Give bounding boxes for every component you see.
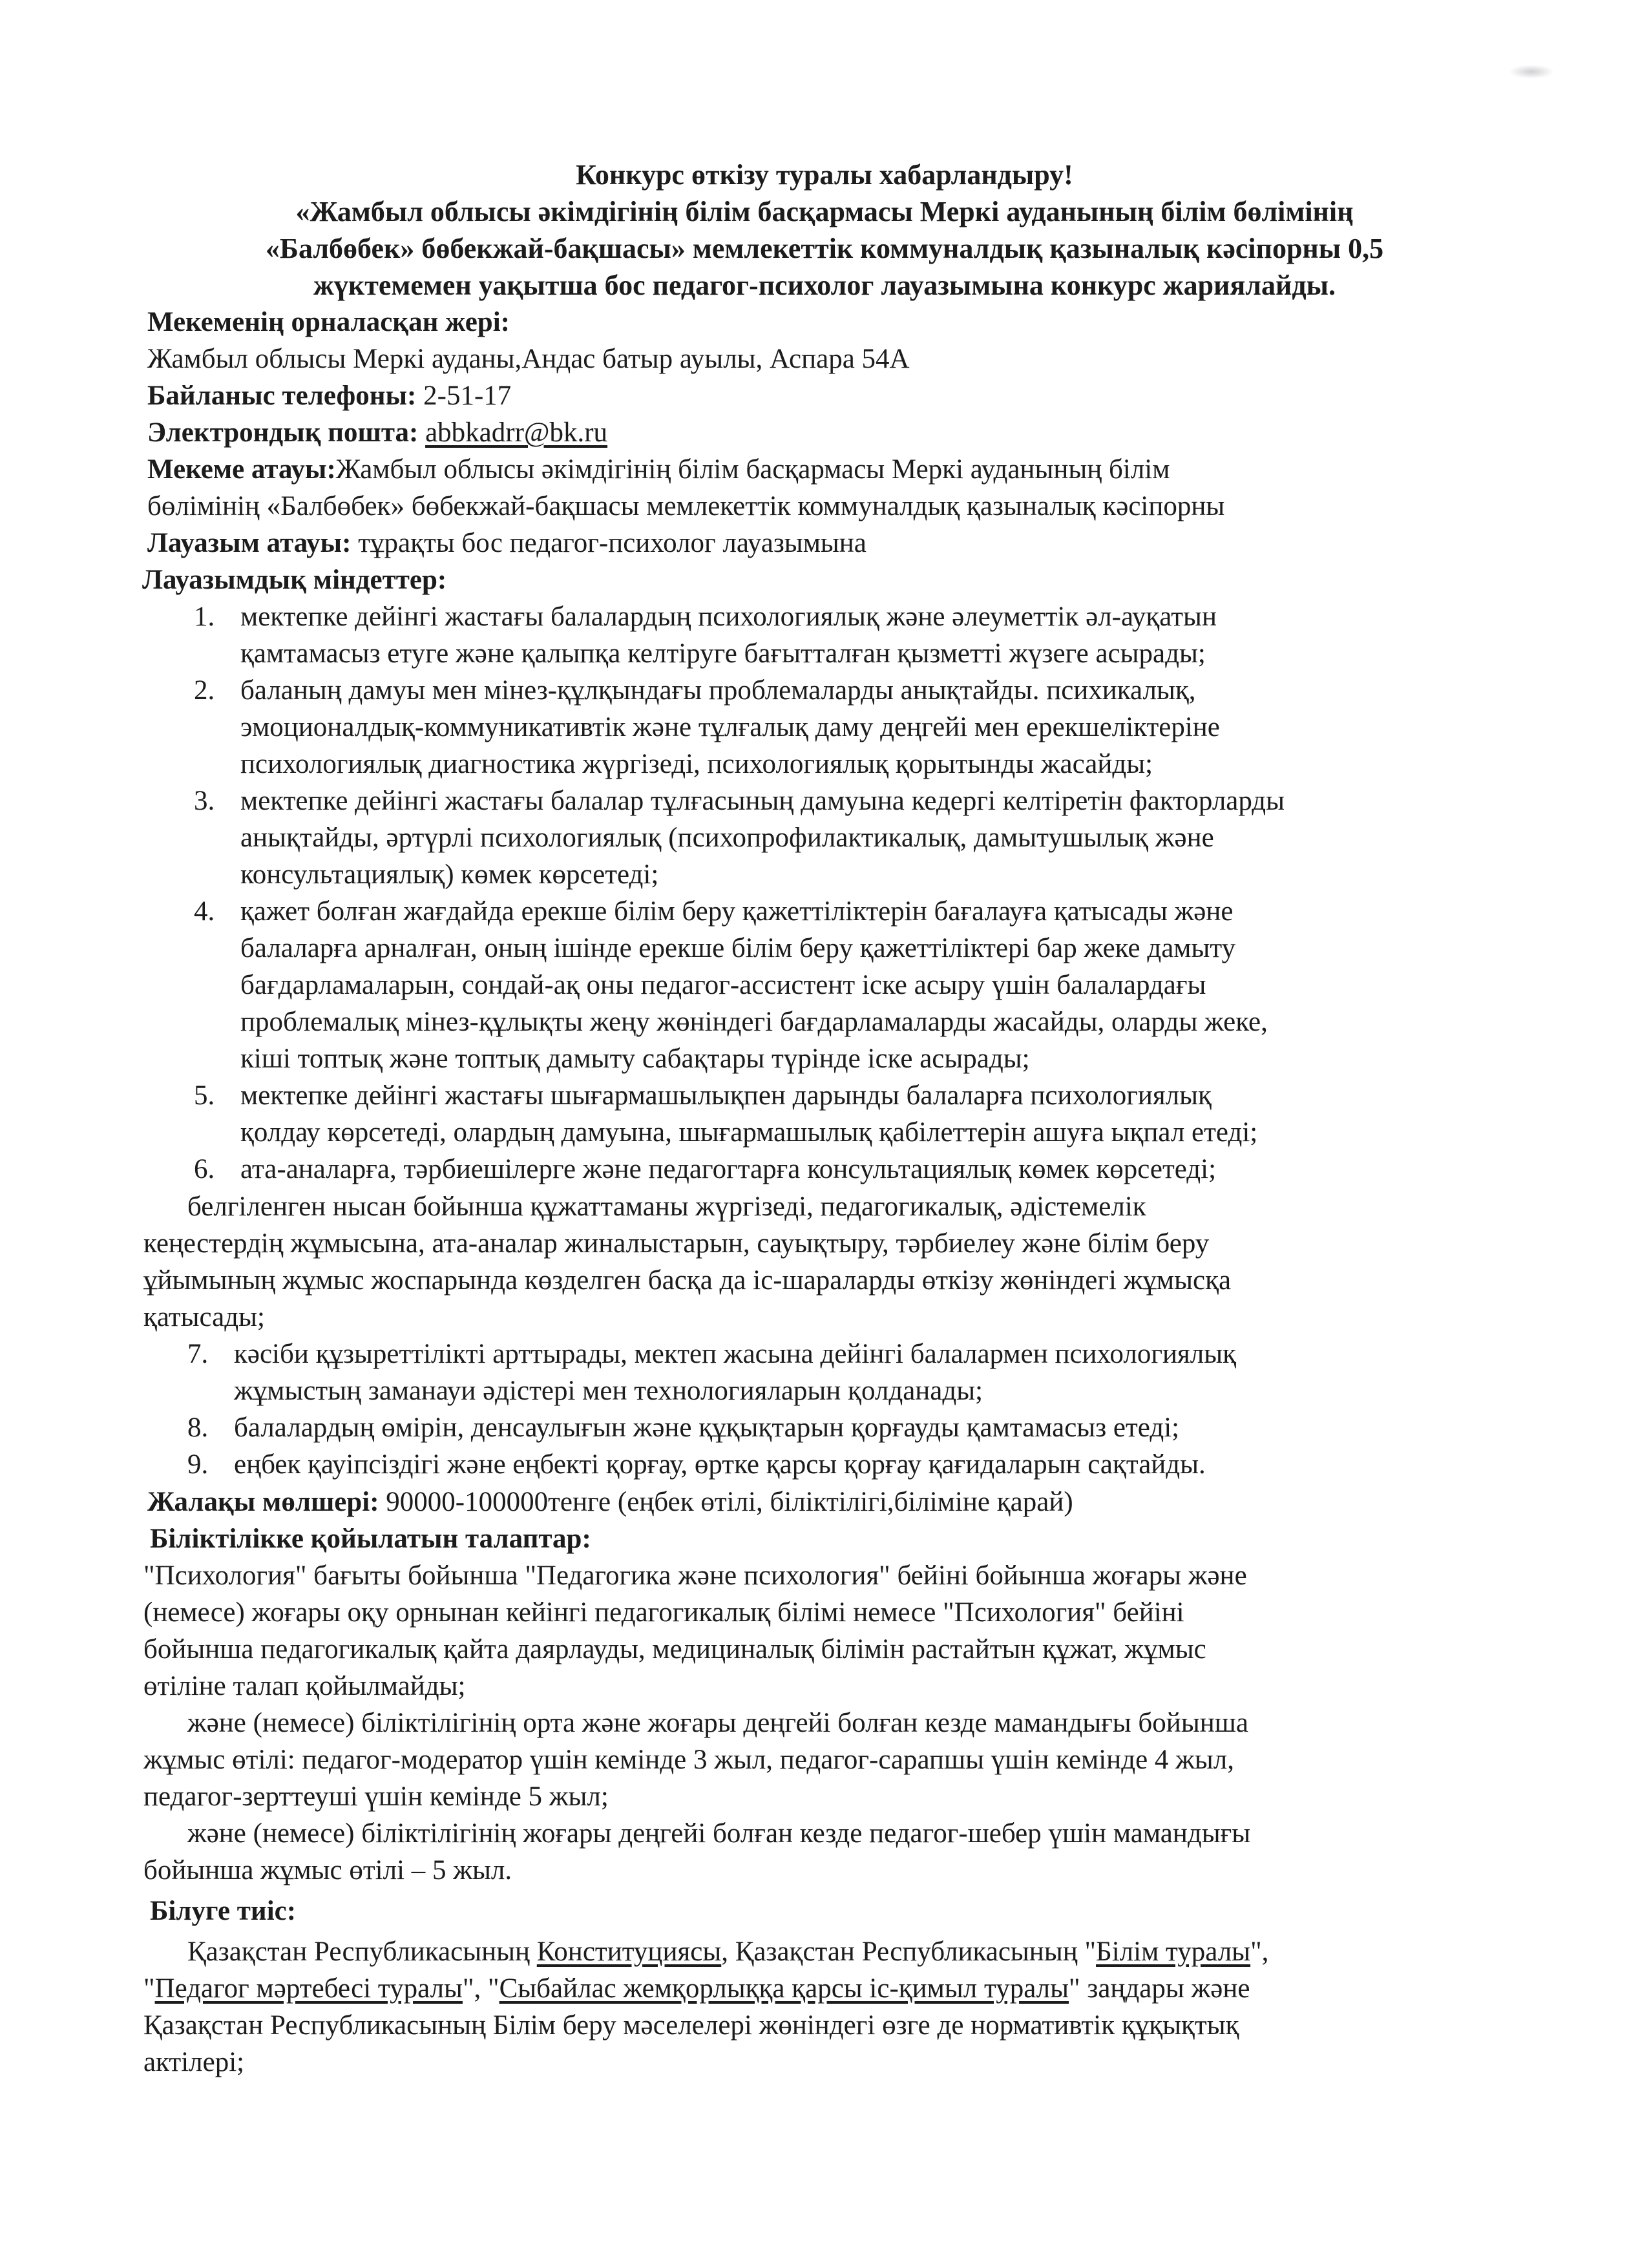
org-line-1 (147, 453, 1170, 487)
duty-text-line: еңбек қауіпсіздігі және еңбекті қорғау, өртке қарсы қорғау қағидаларын сақтайды. (234, 1449, 1206, 1480)
duty-number: 1. (194, 602, 215, 632)
requirements-line: бойынша жұмыс өтілі – 5 жыл. (143, 1855, 512, 1885)
requirements-line: және (немесе) біліктілігінің жоғары деңгейі болған кезде педагог-шебер үшін мамандығы (187, 1818, 1251, 1849)
phone-value: 2-51-17 (416, 381, 512, 411)
knowledge-text: Қазақстан Республикасының (187, 1937, 537, 1967)
duty-text-line: ата-аналарға, тәрбиешілерге және педагогтарға консультациялық көмек көрсетеді; (240, 1154, 1217, 1184)
location-label: Мекеменің орналасқан жері: (147, 307, 510, 337)
knowledge-line-4: актілері; (143, 2047, 245, 2077)
announcement-title: Конкурс өткізу туралы хабарландыру! (576, 159, 1073, 191)
email-line (147, 416, 607, 450)
knowledge-text: " заңдары және (1069, 1973, 1250, 2004)
education-law-link[interactable]: Білім туралы (1096, 1937, 1251, 1967)
phone-label: Байланыс телефоны: (147, 381, 417, 411)
duty-text-line: жұмыстың заманауи әдістері мен технологияларын қолданады; (234, 1376, 983, 1406)
requirements-line: бойынша педагогикалық қайта даярлауды, медициналық білімін растайтын құжат, жұмыс (143, 1634, 1206, 1664)
duty-text-line: мектепке дейінгі жастағы балалардың психологиялық және әлеуметтік әл-ауқатын (240, 602, 1217, 632)
salary-label: Жалақы мөлшері: (147, 1487, 379, 1517)
duty-text-line: консультациялық) көмек көрсетеді; (240, 859, 659, 890)
duty-number: 6. (194, 1154, 215, 1184)
duty-text-line: бағдарламаларын, сондай-ақ оны педагог-ассистент іске асыру үшін балалардағы (240, 970, 1206, 1000)
anti-corruption-law-link[interactable]: Сыбайлас жемқорлыққа қарсы іс-қимыл туралы (499, 1973, 1069, 2004)
constitution-link[interactable]: Конституциясы (536, 1937, 722, 1967)
duties-paragraph-line: кеңестердің жұмысына, ата-аналар жиналыстарын, сауықтыру, тәрбиелеу және білім беру (143, 1228, 1210, 1259)
duty-text-line: қамтамасыз етуге және қалыпқа келтіруге бағытталған қызметті жүзеге асырады; (240, 638, 1206, 669)
position-label: Лауазым атауы: (147, 528, 352, 558)
duties-paragraph-line: қатысады; (143, 1302, 265, 1332)
duty-text-line: кіші топтық және топтық дамыту сабақтары түрінде іске асырады; (240, 1044, 1030, 1074)
knowledge-text: , Қазақстан Республикасының " (721, 1937, 1097, 1967)
requirements-line: (немесе) жоғары оқу орнынан кейінгі педагогикалық білімі немесе "Психология" бейіні (143, 1597, 1184, 1628)
salary-value: 90000-100000тенге (еңбек өтілі, біліктілігі,біліміне қарай) (379, 1487, 1073, 1517)
duty-text-line: баланың дамуы мен мінез-құлқындағы проблемаларды анықтайды. психикалық, (240, 675, 1196, 706)
duty-number: 8. (187, 1412, 209, 1443)
knowledge-text: ", (1250, 1937, 1269, 1967)
duty-text-line: психологиялық диагностика жүргізеді, психологиялық қорытынды жасайды; (240, 749, 1153, 779)
duties-paragraph-line: ұйымының жұмыс жоспарында көзделген басқа да іс-шараларды өткізу жөніндегі жұмысқа (143, 1265, 1232, 1296)
duties-heading: Лауазымдық міндеттер: (142, 565, 447, 595)
duty-number: 7. (187, 1339, 209, 1369)
requirements-line: жұмыс өтілі: педагог-модератор үшін кемінде 3 жыл, педагог-сарапшы үшін кемінде 4 жыл, (143, 1745, 1234, 1775)
duty-number: 3. (194, 786, 215, 816)
duty-text-line: балаларға арналған, оның ішінде ерекше білім беру қажеттіліктері бар жеке дамыту (240, 933, 1236, 963)
duties-paragraph-line: белгіленген нысан бойынша құжаттаманы жүргізеді, педагогикалық, әдістемелік (187, 1192, 1146, 1222)
duty-text-line: қолдау көрсетеді, олардың дамуына, шығармашылық қабілеттерін ашуға ықпал етеді; (240, 1117, 1258, 1148)
requirements-line: педагог-зерттеуші үшін кемінде 5 жыл; (143, 1781, 609, 1812)
duty-number: 9. (187, 1449, 209, 1480)
knowledge-text: " (143, 1973, 155, 2004)
knowledge-line-1 (187, 1935, 1268, 1969)
requirements-line: және (немесе) біліктілігінің орта және жоғары деңгейі болған кезде мамандығы бойынша (187, 1708, 1248, 1738)
duty-number: 2. (194, 675, 215, 706)
org-value-2: бөлімінің «Балбөбек» бөбекжай-бақшасы мемлекеттік коммуналдық қазыналық кәсіпорны (147, 491, 1225, 521)
title-line-2: «Жамбыл облысы әкімдігінің білім басқармасы Меркі ауданының білім бөлімінің (295, 196, 1354, 227)
requirements-line: "Психология" бағыты бойынша "Педагогика және психология" бейіні бойынша жоғары және (143, 1560, 1247, 1591)
salary-line (147, 1486, 1073, 1519)
email-link[interactable]: abbkadrr@bk.ru (425, 417, 608, 448)
knowledge-text: ", " (462, 1973, 499, 2004)
knowledge-line-2 (143, 1972, 1250, 2006)
phone-line (147, 379, 511, 413)
scan-speck (1509, 65, 1554, 79)
requirements-line: өтіліне талап қойылмайды; (143, 1671, 466, 1701)
duty-text-line: мектепке дейінгі жастағы балалар тұлғасының дамуына кедергі келтіретін факторларды (240, 786, 1285, 816)
position-value: тұрақты бос педагог-психолог лауазымына (351, 528, 867, 558)
teacher-status-law-link[interactable]: Педагог мәртебесі туралы (154, 1973, 463, 2004)
duty-text-line: анықтайды, әртүрлі психологиялық (психопрофилактикалық, дамытушылық және (240, 823, 1214, 853)
duty-number: 5. (194, 1080, 215, 1111)
org-label: Мекеме атауы: (147, 454, 336, 485)
email-label: Электрондық пошта: (147, 417, 419, 448)
duty-text-line: балалардың өмірін, денсаулығын және құқықтарын қорғауды қамтамасыз етеді; (234, 1412, 1180, 1443)
duty-text-line: мектепке дейінгі жастағы шығармашылықпен дарынды балаларға психологиялық (240, 1080, 1212, 1111)
duty-text-line: қажет болған жағдайда ерекше білім беру қажеттіліктерін бағалауға қатысады және (240, 896, 1234, 927)
position-line (147, 527, 867, 560)
duty-text-line: кәсіби құзыреттілікті арттырады, мектеп жасына дейінгі балалармен психологиялық (234, 1339, 1236, 1369)
duty-text-line: эмоционалдық-коммуникативтік және тұлғалық даму деңгейі мен ерекшеліктеріне (240, 712, 1220, 742)
org-value-1: Жамбыл облысы әкімдігінің білім басқармасы Меркі ауданының білім (335, 454, 1170, 485)
knowledge-line-3: Қазақстан Республикасының Білім беру мәселелері жөніндегі өзге де нормативтік құқықтық (143, 2010, 1239, 2041)
duty-number: 4. (194, 896, 215, 927)
requirements-heading: Біліктілікке қойылатын талаптар: (150, 1524, 591, 1554)
title-line-3: «Балбөбек» бөбекжай-бақшасы» мемлекеттік коммуналдық қазыналық кәсіпорны 0,5 (265, 233, 1384, 264)
duty-text-line: проблемалық мінез-құлықты жеңу жөніндегі бағдарламаларды жасайды, оларды жеке, (240, 1007, 1268, 1037)
knowledge-heading: Білуге тиіс: (150, 1896, 297, 1926)
title-line-4: жүктемемен уақытша бос педагог-психолог лауазымына конкурс жариялайды. (313, 269, 1336, 301)
location-value: Жамбыл облысы Меркі ауданы,Андас батыр ауылы, Аспара 54А (147, 344, 910, 374)
